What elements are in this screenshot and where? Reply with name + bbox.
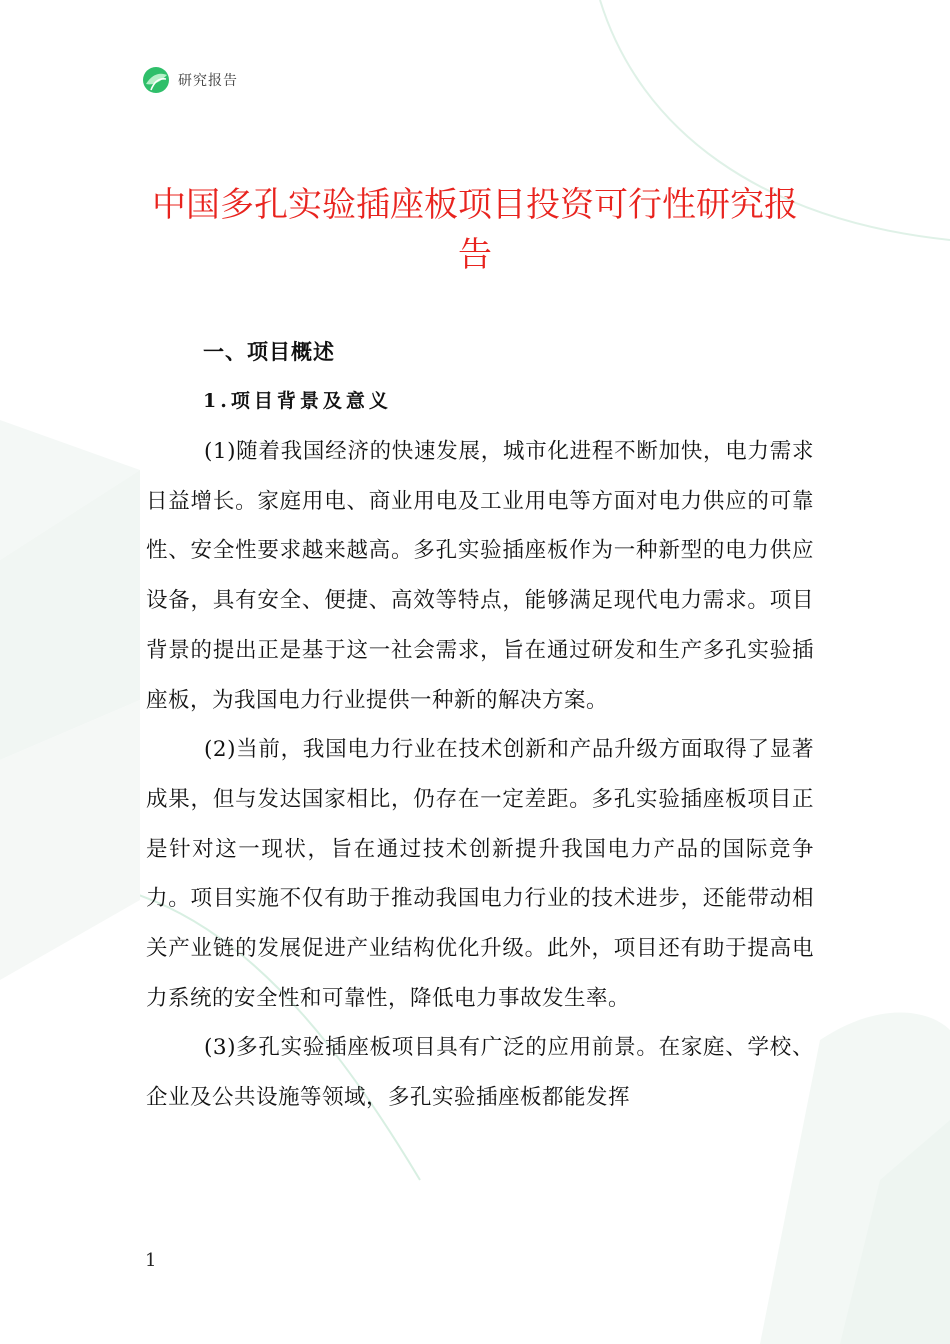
section-heading: 一、项目概述 [203,340,335,364]
body-text [146,427,814,1123]
paragraph-2: (2)当前，我国电力行业在技术创新和产品升级方面取得了显著成果，但与发达国家相比，仍存在一定差距。多孔实验插座板项目正是针对这一现状，旨在通过技术创新提升我国电力产品的国际竞争力。项目实施不仅有助于推动我国电力行业的技术进步，还能带动相关产业链的发展促进产业结构优化升级。此外，项目还有助于提高电力系统的安全性和可靠性，降低电力事故发生率。 [146,737,814,1011]
report-header [142,66,238,94]
header-label: 研究报告 [178,73,238,89]
document-title: 中国多孔实验插座板项目投资可行性研究报告 [152,185,798,275]
paragraph-3: (3)多孔实验插座板项目具有广泛的应用前景。在家庭、学校、企业及公共设施等领域，多孔实验插座板都能发挥 [146,1035,814,1111]
sub-heading: 1.项目背景及意义 [203,390,392,412]
page-number: 1 [145,1250,157,1271]
paragraph-1: (1)随着我国经济的快速发展，城市化进程不断加快，电力需求日益增长。家庭用电、商业用电及工业用电等方面对电力供应的可靠性、安全性要求越来越高。多孔实验插座板作为一种新型的电力供应设备，具有安全、便捷、高效等特点，能够满足现代电力需求。项目背景的提出正是基于这一社会需求，旨在通过研发和生产多孔实验插座板，为我国电力行业提供一种新的解决方案。 [146,439,814,713]
globe-leaf-logo-icon [142,66,170,94]
